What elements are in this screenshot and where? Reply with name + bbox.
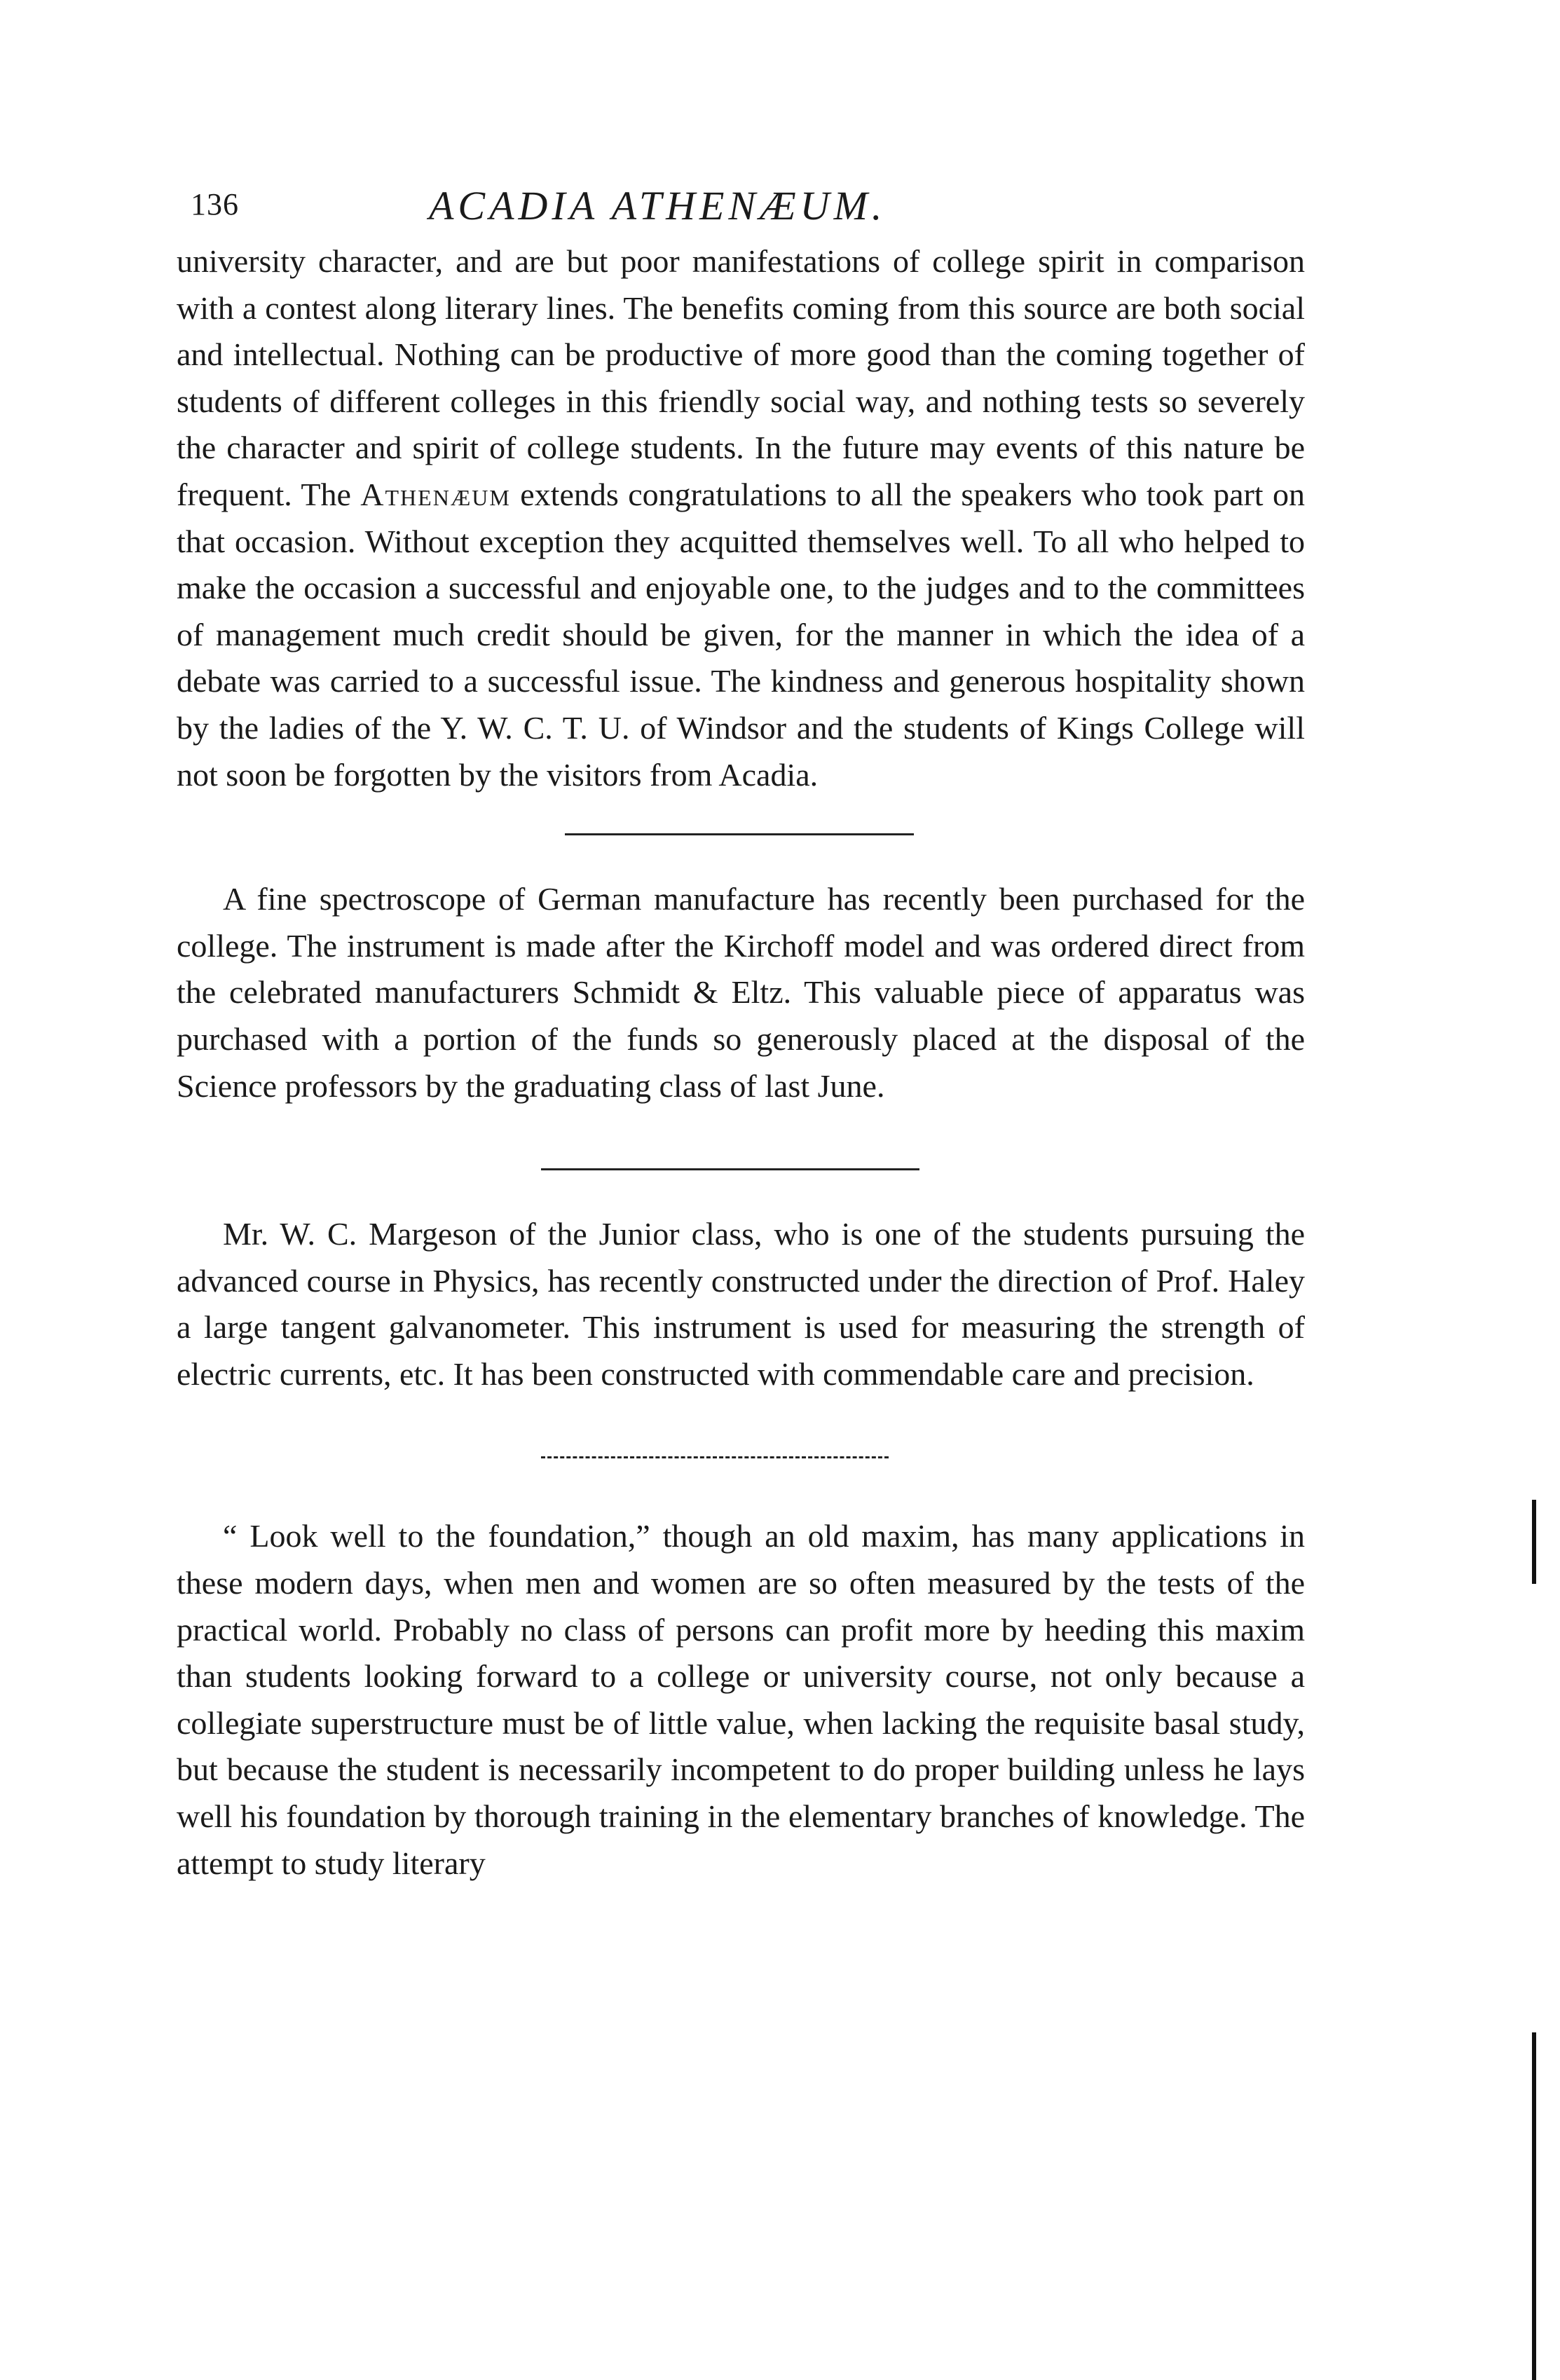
paragraph-debate-text-after: extends congratulations to all the speakers who took part on that occasion. Without exception they acquitted themselves well. To all who helped to make the occasion a successful and enjoyable one, to the judges and to the committees of management much credit should be given, for the manner in which the idea of a debate was carried to a successful issue. The kindness and generous hospitality shown by the ladies of the Y. W. C. T. U. of Windsor and the students of Kings College will not soon be forgotten by the visitors from Acadia.: [177, 476, 1305, 793]
scan-margin-mark: [1532, 2032, 1536, 2380]
page-header: [177, 175, 1305, 238]
paragraph-debate-text-before: university character, and are but poor manifestations of college spirit in comparison with a contest along literary lines. The benefits coming from this source are both social and intellectual. Nothing can be productive of more good than the coming together of students of different colleges in this friendly social way, and nothing tests so severely the character and spirit of college students. In the future may events of this nature be frequent. The: [177, 243, 1305, 512]
running-title: ACADIA ATHENÆUM.: [429, 183, 887, 228]
paragraph-spectroscope: A fine spectroscope of German manufacture has recently been purchased for the college. The instrument is made after the Kirchoff model and was ordered direct from the celebrated manufacturers Schmidt & Eltz. This valuable piece of apparatus was purchased with a portion of the funds so generously placed at the disposal of the Science professors by the graduating class of last June.: [177, 881, 1305, 1104]
spacer: [177, 1170, 1305, 1211]
paragraph-debate: [177, 238, 1305, 798]
athenaeum-small-caps: Athenæum: [360, 476, 511, 512]
document-page: [177, 175, 1305, 1887]
scan-margin-mark: [1532, 1500, 1536, 1584]
page-number: 136: [191, 187, 239, 221]
paragraph-galvanometer: Mr. W. C. Margeson of the Junior class, who is one of the students pursuing the advanced course in Physics, has recently constructed under the direction of Prof. Haley a large tangent galvanometer. This instrument is used for measuring the strength of electric currents, etc. It has been constructed with commendable care and precision.: [177, 1216, 1305, 1392]
paragraph-foundation: “ Look well to the foundation,” though an old maxim, has many applications in these modern days, when men and women are so often measured by the tests of the practical world. Probably no class of persons can profit more by heeding this maxim than students looking forward to a college or university course, not only because a collegiate superstructure must be of little value, when lacking the requisite basal study, but because the student is necessarily incompetent to do proper building unless he lays well his foundation by thorough training in the elementary branches of knowledge. The attempt to study literary: [177, 1518, 1305, 1881]
spacer: [177, 835, 1305, 876]
spacer: [177, 1458, 1305, 1513]
